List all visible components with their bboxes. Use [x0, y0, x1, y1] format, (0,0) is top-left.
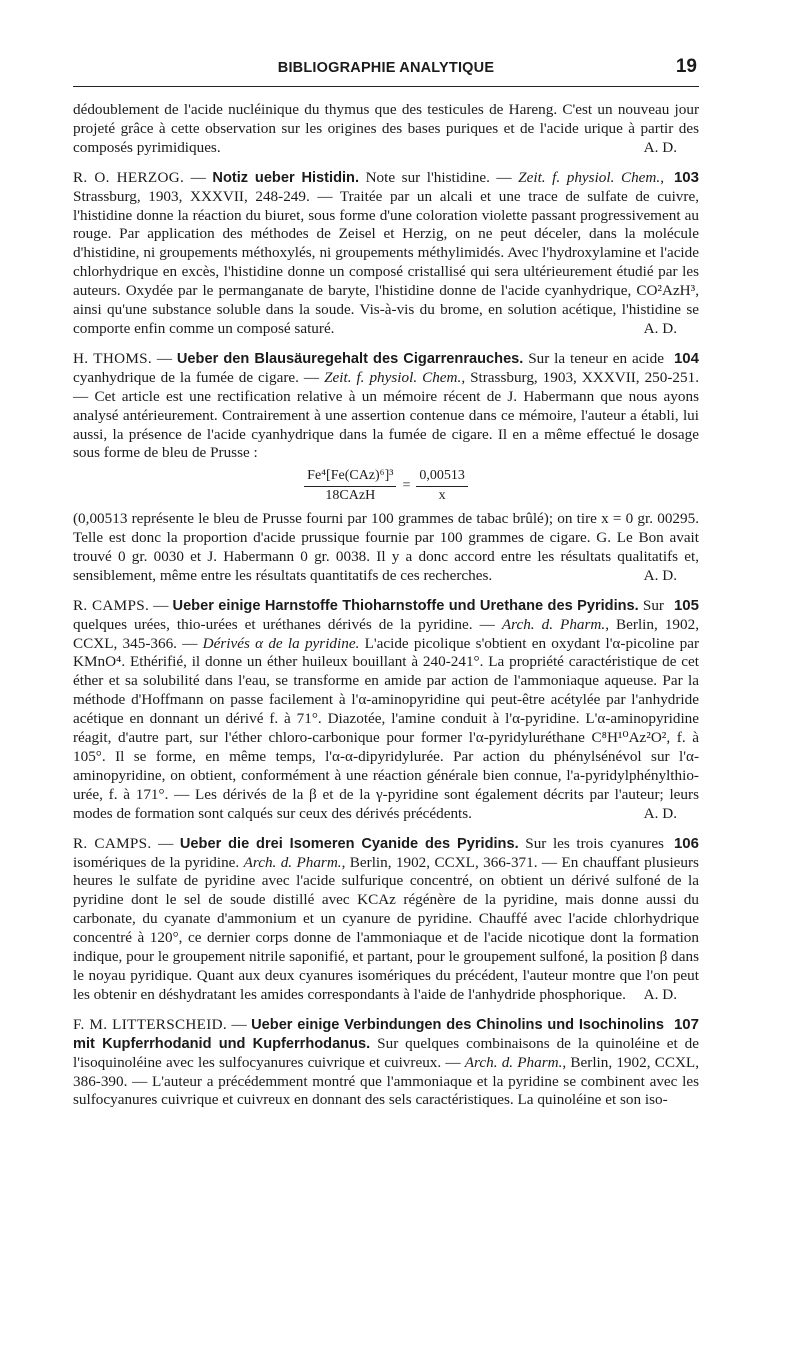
page-number: 19 — [675, 56, 697, 77]
entry-number: 103 — [673, 168, 699, 186]
entry-text: Sur quelques urées, thio-urées et uréthanes dérivés de la pyridine. — — [73, 596, 664, 633]
abstract-entry-106: 106 R. CAMPS. — Ueber die drei Isomeren Cyanide des Pyridins. Sur les trois cyanures isomériques de la pyridine. Arch. d. Pharm., Berlin, 1902, CCXL, 366-371. — En chauffant plusieurs heures le sulfate de pyridine avec l'acide sulfurique concentré, on obtient un dérivé sulfoné de la pyridine dont le sel de soude distillé avec KCAz régénère de la pyridine, mais donne aussi du carbonate, du cyanate d'ammonium et un cyanure de pyridine. Chauffé avec l'acide chlorhydrique concentré à 120°, ce dernier corps donne de l'ammoniaque et de l'acide nicotique dont la formation indique, pour le groupement nitrile saponifié, et partant, pour le groupement sulfoné, la position β dans le noyau pyridique. Quant aux deux cyanures isomériques du précédent, l'auteur montre que l'on peut les obtenir en déshydratant les amides correspondants à l'aide de l'anhydride phosphorique. A. D. — [73, 834, 699, 1003]
abstract-entry-103: 103 R. O. HERZOG. — Notiz ueber Histidin. Note sur l'histidine. — Zeit. f. physiol. Chem., Strassburg, 1903, XXXVII, 248-249. — Traitée par un alcali et une trace de sulfate de cuivre, l'histidine donne la réaction du biuret, sous forme d'une coloration violette passant progressivement au rouge. Par application des méthodes de Zeisel et Herzig, on ne peut déceler, dans la molécule d'histidine, ni groupements méthoxylés, ni groupements méthylimidés. Avec l'hydroxylamine et l'acide chlorhydrique en excès, l'histidine donne un composé cristallisé qui sera ultérieurement étudié par les auteurs. Oxydée par le permanganate de baryte, l'histidine donne de l'acide cyanhydrique, CO²AzH³, ainsi qu'une substance soluble dans la soude. Vis-à-vis du brome, en solution acétique, l'histidine se comporte enfin comme un composé saturé. A. D. — [73, 168, 699, 337]
entry-author: R. CAMPS. — [73, 834, 152, 852]
journal-name: Arch. d. Pharm. — [464, 1053, 563, 1071]
abstract-text: dédoublement de l'acide nucléinique du thymus que des testicules de Hareng. C'est un nouveau jour projeté grâce à cette observation sur les origines des bases puriques et de l'acide urique à partir des composés pyrimidiques. — [73, 101, 699, 156]
abstract-entry-107: 107 F. M. LITTERSCHEID. — Ueber einige Verbindungen des Chinolins und Isochinolins mit Kupferrhodanid und Kupferrhodanus. Sur quelques combinaisons de la quinoléine et de l'isoquinoléine avec les sulfocyanures cuivrique et cuivreux. — Arch. d. Pharm., Berlin, 1902, CCXL, 386-390. — L'auteur a précédemment montré que l'ammoniaque et la pyridine se combinent avec les sulfocyanures cuivrique et cuivreux en donnant des sels caractéristiques. La quinoléine et son iso- — [73, 1015, 699, 1109]
entry-title: Ueber den Blausäuregehalt des Cigarrenrauches. — [176, 350, 524, 367]
fraction-denominator: x — [438, 488, 446, 504]
header-rule — [73, 86, 699, 87]
entry-author: F. M. LITTERSCHEID. — [73, 1015, 227, 1033]
equals-sign: = — [402, 478, 411, 494]
journal-page — [73, 56, 699, 1110]
entry-number: 104 — [673, 349, 699, 367]
entry-author: R. O. HERZOG. — [73, 168, 185, 186]
entry-text: (0,00513 représente le bleu de Prusse fourni par 100 grammes de tabac brûlé); on tire x = 0 gr. 00295. Telle est donc la proportion d'acide prussique fournie par 100 grammes de cigare. G. Le Bon avait trouvé 0 gr. 0030 et J. Habermann 0 gr. 0038. Il y a donc accord entre les résultats qualitatifs et, sensiblement, même entre les résultats quantitatifs de ces recherches. — [73, 510, 699, 584]
abstract-entry-105: 105 R. CAMPS. — Ueber einige Harnstoffe Thioharnstoffe und Urethane des Pyridins. Sur quelques urées, thio-urées et uréthanes dérivés de la pyridine. — Arch. d. Pharm., Berlin, 1902, CCXL, 345-366. — Dérivés α de la pyridine. L'acide picolique s'obtient en oxydant l'α-picoline par KMnO⁴. Ethérifié, il donne un éther huileux bouillant à 240-241°. La propriété caractéristique de cet éther et sa solubilité dans l'eau, se transforme en amide par action de l'ammoniaque aqueuse. Par la méthode d'Hoffmann on passe facilement à l'α-aminopyridine qui peut-être acétylée par l'anhydride acétique en donnant un dérivé f. à 71°. Diazotée, l'amine conduit à l'α-pyridine. L'α-aminopyridine réagit, d'autre part, sur l'éther chloro-carbonique pour former l'α-pyridyluréthane C⁸H¹⁰Az²O², f. à 105°. Il se forme, en même temps, l'α-α-dipyridylurée. Par action du phénylsénévol sur l'α-aminopyridine, on obtient, conformément à une réaction générale bien connue, l'a-pyridylphénylthio-urée, f. à 171°. — Les dérivés de la β et de la γ-pyridine sont également décrits par l'auteur; leurs modes de formation sont calqués sur ceux des dérivés précédents. A. D. — [73, 596, 700, 822]
entry-number: 105 — [673, 596, 699, 614]
abstract-entry-104: 104 H. THOMS. — Ueber den Blausäuregehalt des Cigarrenrauches. Sur la teneur en acide cyanhydrique de la fumée de cigare. — Zeit. f. physiol. Chem., Strassburg, 1903, XXXVII, 250-251. — Cet article est une rectification relative à un mémoire récent de J. Habermann que nous ayons analysé antérieurement. Contrairement à une assertion contenue dans ce mémoire, l'auteur a établi, lui aussi, la présence de l'acide cyanhydrique dans la fumée de cigare. Il en a même effectué le dosage sous forme de bleu de Prusse : $\frac{\text{Fe⁴[Fe(CAz)⁶]³}}{\text{18CAzH}}$ = $\frac{0,00513}{x}$ (0,00513 représente le bleu de Prusse fourni par 100 grammes de tabac brûlé); on tire x = 0 gr. 00295. Telle est donc la proportion d'acide prussique fournie par 100 grammes de cigare. G. Le Bon avait trouvé 0 gr. 0030 et J. Habermann 0 gr. 0038. Il y a donc accord entre les résultats qualitatifs et, sensiblement, même entre les résultats quantitatifs de ces recherches. A. D. — [73, 349, 699, 584]
entry-text: L'acide picolique s'obtient en oxydant l'α-picoline par KMnO⁴. Ethérifié, il donne un éther huileux bouillant à 240-241°. La propriété caractéristique de cet éther et sa solubilité dans l'eau, se transforme en amide par action de l'ammoniaque aqueuse. Par la méthode d'Hoffmann on passe facilement à l'α-aminopyridine qui peut-être acétylée par l'anhydride acétique en donnant un dérivé f. à 71°. Diazotée, l'amine conduit à l'α-pyridine. L'α-aminopyridine réagit, d'autre part, sur l'éther chloro-carbonique pour former l'α-pyridyluréthane C⁸H¹⁰Az²O², f. à 105°. Il se forme, en même temps, l'α-α-dipyridylurée. Par action du phénylsénévol sur l'α-aminopyridine, on obtient, conformément à une réaction générale bien connue, l'a-pyridylphénylthio-urée, f. à 171°. — Les dérivés de la β et de la γ-pyridine sont également décrits par l'auteur; leurs modes de formation sont calqués sur ceux des dérivés précédents. — [73, 634, 700, 822]
abstract-signature: A. D. — [643, 319, 677, 337]
entry-title: Ueber einige Verbindungen des Chinolins und Isochinolins mit Kupferrhodanid und Kupferrhodanus. — [73, 1016, 664, 1052]
fraction-right — [416, 467, 468, 506]
section-heading: Dérivés α de la pyridine. — [202, 634, 360, 652]
journal-name: Arch. d. Pharm. — [501, 615, 606, 633]
entry-text: , Berlin, 1902, CCXL, 386-390. — L'auteur a précédemment montré que l'ammoniaque et la pyridine se combinent avec les sulfocyanures cuivrique et cuivreux en donnant des sels caractéristiques. La quinoléine et son iso- — [73, 1053, 699, 1109]
journal-name: Arch. d. Pharm. — [243, 853, 342, 871]
entry-text: Note sur l'histidine. — — [365, 168, 519, 186]
entry-title: Ueber die drei Isomeren Cyanide des Pyridins. — [179, 835, 519, 852]
abstract-signature: A. D. — [643, 566, 677, 584]
entry-text: Sur quelques combinaisons de la quinoléine et de l'isoquinoléine avec les sulfocyanures cuivrique et cuivreux. — — [73, 1034, 699, 1071]
entry-text: Sur la teneur en acide cyanhydrique de la fumée de cigare. — — [73, 349, 664, 386]
entry-text: , Strassburg, 1903, XXXVII, 248-249. — Traitée par un alcali et une trace de sulfate de cuivre, l'histidine donne la réaction du biuret, sous forme d'une coloration violette passant progressivement au rouge. Par application des méthodes de Zeisel et Herzig, on ne peut déceler, dans la molécule d'histidine, ni groupements méthoxylés, ni groupements méthylimidés. Avec l'hydroxylamine et l'acide chlorhydrique en excès, l'histidine donne un composé cristallisé qui sera ultérieurement étudié par les auteurs. Oxydée par le permanganate de baryte, l'histidine donne de l'acide cyanhydrique, CO²AzH³, ainsi qu'une substance soluble dans la soude. Vis-à-vis du brome, en solution acétique, l'histidine se comporte enfin comme un composé saturé. — [73, 168, 699, 337]
journal-name: Zeit. f. physiol. Chem. — [324, 368, 462, 386]
entry-text: , Strassburg, 1903, XXXVII, 250-251. — Cet article est une rectification relative à un mémoire récent de J. Habermann que nous ayons analysé antérieurement. Contrairement à une assertion contenue dans ce mémoire, l'auteur a établi, lui aussi, la présence de l'acide cyanhydrique dans la fumée de cigare. Il en a même effectué le dosage sous forme de bleu de Prusse : — [73, 368, 699, 462]
entry-text: , Berlin, 1902, CCXL, 366-371. — En chauffant plusieurs heures le sulfate de pyridine avec l'acide sulfurique concentré, on obtient un dérivé sulfoné de la pyridine dont le sel de soude distillé avec KCAz régénère de la pyridine, mais donne aussi du carbonate, du cyanate d'ammonium et un cyanure de pyridine. Chauffé avec l'acide chlorhydrique concentré à 120°, ce dernier corps donne de l'ammoniaque et de l'acide nicotique dont la formation indique, pour le groupement nitrile saponifié, et partant, pour le groupement sulfoné, la position β dans le noyau pyridique. Quant aux deux cyanures isomériques du précédent, l'auteur montre que l'on peut les obtenir en déshydratant les amides correspondants à l'aide de l'anhydride phosphorique. — [73, 853, 699, 1003]
entry-text: Sur les trois cyanures isomériques de la pyridine. — [73, 834, 664, 871]
entry-author: H. THOMS. — [73, 349, 152, 367]
abstract-signature: A. D. — [643, 804, 677, 822]
equation — [73, 467, 699, 506]
journal-name: Zeit. f. physiol. Chem. — [518, 168, 661, 186]
fraction-left — [304, 467, 396, 506]
abstract-signature: A. D. — [643, 138, 677, 156]
fraction-numerator: Fe⁴[Fe(CAz)⁶]³ — [304, 467, 396, 487]
fraction-numerator: 0,00513 — [416, 467, 468, 487]
running-title: BIBLIOGRAPHIE ANALYTIQUE — [277, 60, 495, 76]
fraction-denominator: 18CAzH — [325, 488, 376, 504]
entry-number: 107 — [673, 1015, 699, 1033]
entry-author: R. CAMPS. — [73, 596, 150, 614]
entry-title: Notiz ueber Histidin. — [212, 169, 360, 186]
entry-title: Ueber einige Harnstoffe Thioharnstoffe und Urethane des Pyridins. — [172, 597, 639, 614]
entry-text: , Berlin, 1902, CCXL, 345-366. — — [73, 615, 699, 652]
continued-abstract — [73, 101, 699, 158]
abstract-signature: A. D. — [643, 985, 677, 1003]
running-header — [73, 56, 699, 82]
entry-number: 106 — [673, 834, 699, 852]
